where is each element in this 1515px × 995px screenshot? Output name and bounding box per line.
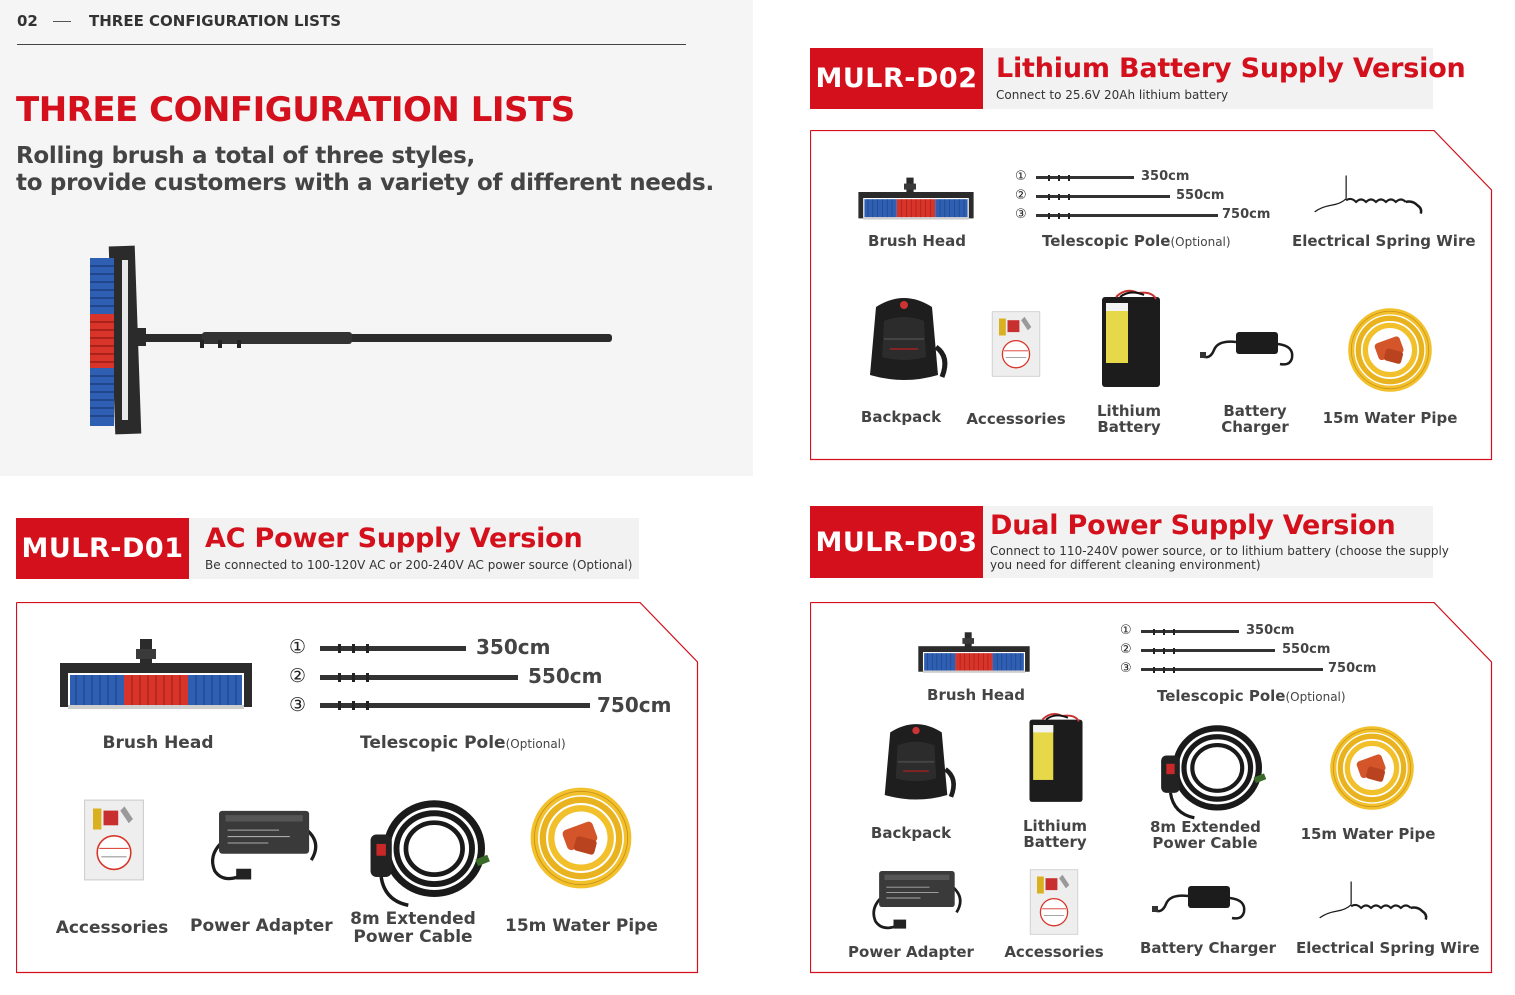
d02-accessories-label: Accessories <box>966 410 1066 428</box>
d02-lithium-battery-image <box>1096 288 1166 390</box>
d02-accessories-image <box>990 310 1042 378</box>
d03-backpack-label: Backpack <box>870 824 952 842</box>
d03-pole-num-2: ② <box>1120 642 1132 657</box>
d03-pole-length-2: 550cm <box>1282 642 1331 657</box>
d03-pole-length-3: 750cm <box>1328 661 1377 676</box>
d03-spring-wire-image <box>1318 878 1434 928</box>
d03-power-cable-label: 8m Extended Power Cable <box>1150 818 1261 852</box>
d01-title: AC Power Supply Version <box>205 523 583 554</box>
d02-brush-head-image <box>856 172 976 224</box>
d02-code-badge: MULR-D02 <box>810 48 983 109</box>
d02-pole-num-2: ② <box>1015 188 1027 203</box>
header-section-title: THREE CONFIGURATION LISTS <box>89 12 341 30</box>
d03-pole-num-1: ① <box>1120 623 1132 638</box>
d02-title: Lithium Battery Supply Version <box>996 53 1466 84</box>
d01-description: Be connected to 100-120V AC or 200-240V AC power source (Optional) <box>205 558 633 572</box>
d02-battery-charger-label: Battery Charger <box>1221 402 1289 436</box>
d03-lithium-battery-image <box>1024 712 1088 804</box>
d01-power-cable-label: 8m Extended Power Cable <box>350 909 476 947</box>
d02-pole-length-2: 550cm <box>1176 188 1225 203</box>
d03-accessories-image <box>1028 868 1080 936</box>
d01-pole-num-2: ② <box>289 665 307 687</box>
d03-power-cable-image <box>1152 718 1268 822</box>
intro-subtitle-line1: Rolling brush a total of three styles, <box>16 143 475 169</box>
page-number: 02 <box>17 12 38 30</box>
d01-accessories-label: Accessories <box>55 918 169 938</box>
d03-power-adapter-label: Power Adapter <box>848 943 974 961</box>
d03-spring-wire-label: Electrical Spring Wire <box>1296 939 1480 957</box>
d01-pole-length-1: 350cm <box>476 635 551 659</box>
d03-brush-head-image <box>916 626 1032 678</box>
d01-power-cable-image <box>360 792 492 910</box>
d02-backpack-image <box>854 285 954 389</box>
d03-telescopic-pole-label: Telescopic Pole(Optional) <box>1157 687 1346 705</box>
d02-pole-num-1: ① <box>1015 169 1027 184</box>
d03-accessories-label: Accessories <box>1004 943 1104 961</box>
d03-lithium-battery-label: Lithium Battery <box>1023 817 1087 851</box>
intro-title: THREE CONFIGURATION LISTS <box>16 90 575 130</box>
d02-pole-num-3: ③ <box>1015 207 1027 222</box>
d02-lithium-battery-label: Lithium Battery <box>1097 402 1161 436</box>
d03-backpack-image <box>870 712 962 808</box>
d01-water-pipe-image <box>528 785 634 891</box>
d03-battery-charger-label: Battery Charger <box>1140 939 1276 957</box>
header-rule <box>17 44 686 45</box>
d03-power-adapter-image <box>866 862 966 934</box>
d02-water-pipe-image <box>1346 306 1434 394</box>
d03-description: Connect to 110-240V power source, or to lithium battery (choose the supply you need for different cleaning environment) <box>990 544 1449 572</box>
d03-brush-head-label: Brush Head <box>927 686 1025 704</box>
d02-water-pipe-label: 15m Water Pipe <box>1322 409 1458 427</box>
d01-pole-num-3: ③ <box>289 694 307 716</box>
d02-backpack-label: Backpack <box>860 408 942 426</box>
d01-power-adapter-label: Power Adapter <box>190 916 333 936</box>
d01-brush-head-label: Brush Head <box>102 733 214 753</box>
d01-code-badge: MULR-D01 <box>16 518 189 579</box>
d01-water-pipe-label: 15m Water Pipe <box>505 916 658 936</box>
intro-subtitle-line2: to provide customers with a variety of different needs. <box>16 170 714 196</box>
d02-telescopic-pole-label: Telescopic Pole(Optional) <box>1042 232 1231 250</box>
d01-brush-head-image <box>56 628 256 718</box>
d02-pole-length-3: 750cm <box>1222 207 1271 222</box>
d01-power-adapter-image <box>204 800 322 886</box>
d02-pole-length-1: 350cm <box>1141 169 1190 184</box>
header-dash <box>53 21 71 22</box>
d01-telescopic-pole-label: Telescopic Pole(Optional) <box>360 733 566 753</box>
d01-pole-length-2: 550cm <box>528 664 603 688</box>
d03-battery-charger-image <box>1152 876 1252 926</box>
d01-pole-length-3: 750cm <box>597 693 672 717</box>
d03-title: Dual Power Supply Version <box>990 510 1396 541</box>
d01-accessories-image <box>82 798 146 882</box>
d02-battery-charger-image <box>1200 322 1300 372</box>
d02-description: Connect to 25.6V 20Ah lithium battery <box>996 88 1229 102</box>
d02-brush-head-label: Brush Head <box>868 232 966 250</box>
d03-pole-num-3: ③ <box>1120 661 1132 676</box>
d03-code-badge: MULR-D03 <box>810 506 983 578</box>
rolling-brush-illustration <box>82 240 622 440</box>
d02-spring-wire-label: Electrical Spring Wire <box>1292 232 1476 250</box>
d03-water-pipe-image <box>1328 724 1416 812</box>
d03-water-pipe-label: 15m Water Pipe <box>1300 825 1436 843</box>
d02-spring-wire-image <box>1313 172 1429 222</box>
d03-pole-length-1: 350cm <box>1246 623 1295 638</box>
d01-pole-num-1: ① <box>289 636 307 658</box>
